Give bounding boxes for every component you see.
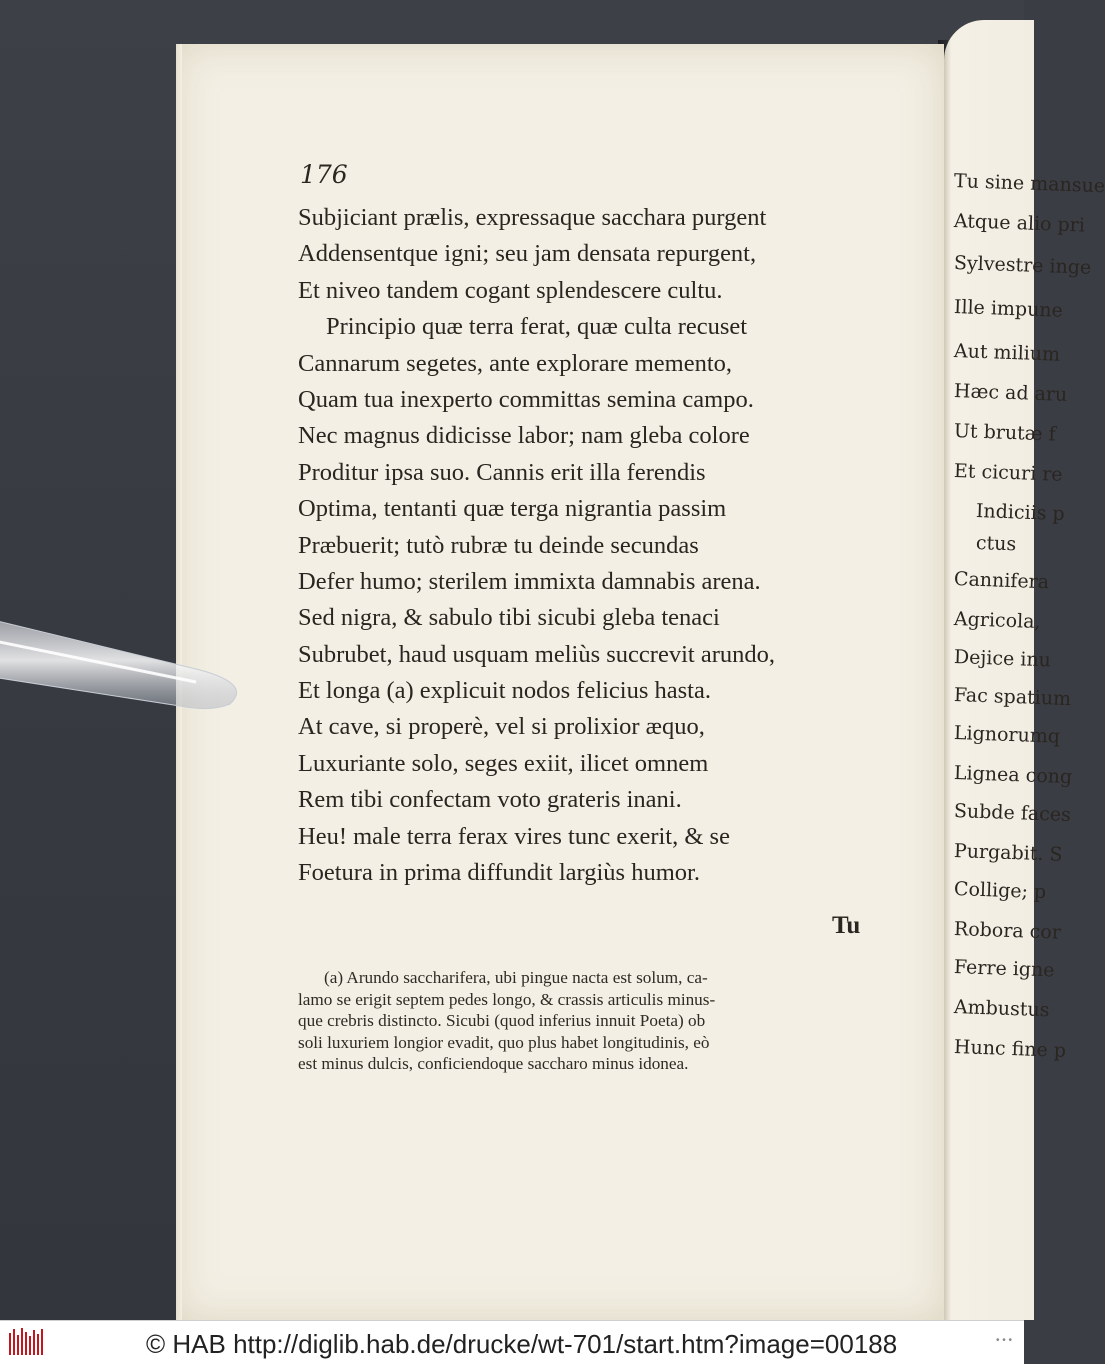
catchword: Tu xyxy=(832,912,861,939)
facing-page-line: Hunc fine p xyxy=(953,1036,1067,1062)
facing-page-line: Sylvestre inge xyxy=(953,252,1092,279)
facing-page-line: Atque alio pri xyxy=(953,210,1086,237)
verse-line: Cannarum segetes, ante explorare memento, xyxy=(298,349,733,377)
page-holder-clip-icon xyxy=(0,592,260,712)
facing-page-line: Tu sine mansue xyxy=(953,170,1105,198)
page-number: 176 xyxy=(300,160,348,189)
footnote-line: lamo se erigit septem pedes longo, & crassis articulis minus- xyxy=(298,989,716,1009)
verse-line: Rem tibi confectam voto grateris inani. xyxy=(298,786,682,814)
facing-page-line: Lignea cong xyxy=(953,762,1073,789)
facing-page-line: Fac spatium xyxy=(953,684,1072,711)
facing-page-line: Indiciis p xyxy=(975,500,1066,526)
facing-page-line: Subde faces xyxy=(953,800,1072,827)
facing-page-line: Ille impune xyxy=(953,296,1064,322)
verse-line: Luxuriante solo, seges exiit, ilicet omnem xyxy=(298,749,709,777)
verse-line: Et longa (a) explicuit nodos felicius hasta. xyxy=(298,677,711,705)
facing-page-line: Ferre igne xyxy=(953,956,1055,982)
verse-line: Proditur ipsa suo. Cannis erit illa ferendis xyxy=(298,458,706,486)
verse-line: Sed nigra, & sabulo tibi sicubi gleba tenaci xyxy=(298,604,720,632)
verse-block xyxy=(298,200,878,891)
verse-line: Quam tua inexperto committas semina campo. xyxy=(298,385,754,413)
footnote-line: soli luxuriem longior evadit, quo plus habet longitudinis, eò xyxy=(298,1032,710,1052)
verse-line: Optima, tentanti quæ terga nigrantia passim xyxy=(298,495,727,523)
verse-line: Addensentque igni; seu jam densata repurgent, xyxy=(298,240,757,268)
footnote xyxy=(298,967,898,1075)
verse-line: Foetura in prima diffundit largiùs humor. xyxy=(298,859,700,887)
footnote-line: que crebris distincto. Sicubi (quod inferius innuit Poeta) ob xyxy=(298,1011,706,1030)
facing-page-line: Lignorumq xyxy=(953,722,1061,748)
facing-page-line: Robora cor xyxy=(953,918,1062,944)
footer-marks: • • • xyxy=(995,1335,1012,1346)
facing-page-line: Agricola, xyxy=(953,608,1041,634)
facing-page xyxy=(944,20,1105,1320)
facing-page-line: Cannifera xyxy=(953,568,1050,594)
facing-page-line: Hæc ad aru xyxy=(953,380,1068,406)
verse-line: At cave, si properè, vel si prolixior æquo, xyxy=(298,713,705,741)
footnote-line: (a) Arundo saccharifera, ubi pingue nacta est solum, ca- xyxy=(324,968,708,987)
verse-line: Principio quæ terra ferat, quæ culta recuset xyxy=(326,313,748,341)
facing-page-line: Et cicuri re xyxy=(953,460,1063,486)
verse-line: Nec magnus didicisse labor; nam gleba colore xyxy=(298,422,750,450)
facing-page-line: Ambustus xyxy=(953,996,1050,1022)
verse-line: Heu! male terra ferax vires tunc exerit, & se xyxy=(298,822,730,850)
footer-bar xyxy=(0,1320,1024,1364)
verse-line: Et niveo tandem cogant splendescere cultu. xyxy=(298,276,723,304)
facing-page-line: Purgabit. S xyxy=(953,840,1063,866)
footnote-line: est minus dulcis, conficiendoque saccharo minus idonea. xyxy=(298,1054,689,1073)
facing-page-line: Ut brutæ f xyxy=(953,420,1057,446)
verse-line: Præbuerit; tutò rubræ tu deinde secundas xyxy=(298,531,699,559)
facing-page-line: Dejice inu xyxy=(953,646,1052,672)
hab-barcode-logo-icon xyxy=(8,1327,44,1357)
copyright-url[interactable]: © HAB http://diglib.hab.de/drucke/wt-701/start.htm?image=00188 xyxy=(146,1329,898,1359)
facing-page-line: Aut milium xyxy=(953,340,1061,366)
verse-line: Subjiciant prælis, expressaque sacchara purgent xyxy=(298,204,767,231)
facing-page-line: ctus xyxy=(975,532,1017,556)
facing-page-line: Collige; p xyxy=(953,878,1047,904)
verse-line: Subrubet, haud usquam meliùs succrevit arundo, xyxy=(298,640,775,668)
verse-line: Defer humo; sterilem immixta damnabis arena. xyxy=(298,567,761,595)
